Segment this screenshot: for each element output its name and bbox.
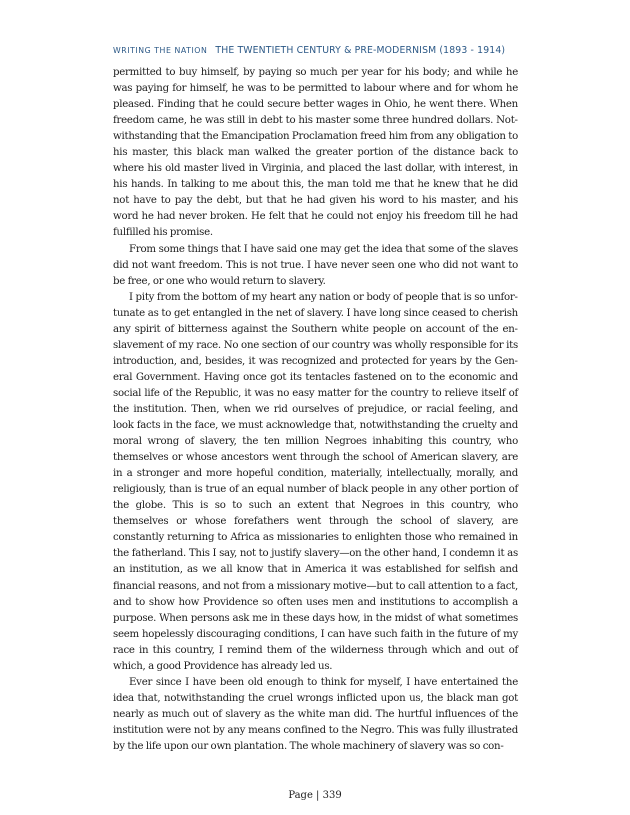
paragraph: I pity from the bottom of my heart any nation or body of people that is so unfortunate as to get entangled in the net of slavery. I have long since ceased to cherish any spirit of bitterness against the Southern white people on account of the enslavement of my race. No one section of our country was wholly responsible for its introduction, and, besides, it was recognized and protected for years by the General Government. Having once got its tentacles fastened on to the economic and social life of the Republic, it was no easy matter for the country to relieve itself of the institution. Then, when we rid ourselves of prejudice, or racial feeling, and look facts in the face, we must acknowledge that, notwithstanding the cruelty and moral wrong of slavery, the ten million Negroes inhabiting this country, who themselves or whose ancestors went through the school of American slavery, are in a stronger and more hopeful condition, materially, intellectually, morally, and religiously, than is true of an equal number of black people in any other portion of the globe. This is so to such an extent that Negroes in this country, who themselves or whose forefathers went through the school of slavery, are constantly returning to Africa as missionaries to enlighten those who remained in the fatherland. This I say, not to justify slavery—on the other hand, I condemn it as an institution, as we all know that in America it was established for selfish and financial reasons, and not from a missionary motive—but to call attention to a fact, and to show how Providence so often uses men and institutions to accomplish a purpose. When persons ask me in these days how, in the midst of what sometimes seem hopelessly discouraging conditions, I can have such faith in the future of my race in this country, I remind them of the wilderness through which and out of which, a good Providence has already led us.	[113, 291, 518, 672]
paragraph: Ever since I have been old enough to think for myself, I have entertained the idea that, notwithstanding the cruel wrongs inflicted upon us, the black man got nearly as much out of slavery as the white man did. The hurtful influences of the institution were not by any means confined to the Negro. This was fully illustrated by the life upon our own plantation. The whole machinery of slavery was so con-	[113, 676, 518, 752]
paragraph: From some things that I have said one may get the idea that some of the slaves did not want freedom. This is not true. I have never seen one who did not want to be free, or one who would return to slavery.	[113, 243, 518, 287]
page-number: Page | 339	[288, 790, 342, 801]
body-text	[113, 65, 518, 755]
series-title: WRITING THE NATION	[113, 46, 208, 55]
running-header	[113, 38, 533, 56]
chapter-title: THE TWENTIETH CENTURY & PRE-MODERNISM (1893 - 1914)	[215, 45, 506, 56]
paragraph-continuation: permitted to buy himself, by paying so much per year for his body; and while he was paying for himself, he was to be permitted to labour where and for whom he pleased. Finding that he could secure better wages in Ohio, he went there. When freedom came, he was still in debt to his master some three hundred dollars. Notwithstanding that the Emancipation Proclamation freed him from any obligation to his master, this black man walked the greater portion of the distance back to where his old master lived in Virginia, and placed the last dollar, with interest, in his hands. In talking to me about this, the man told me that he knew that he did not have to pay the debt, but that he had given his word to his master, and his word he had never broken. He felt that he could not enjoy his freedom till he had fulfilled his promise.	[113, 67, 518, 239]
